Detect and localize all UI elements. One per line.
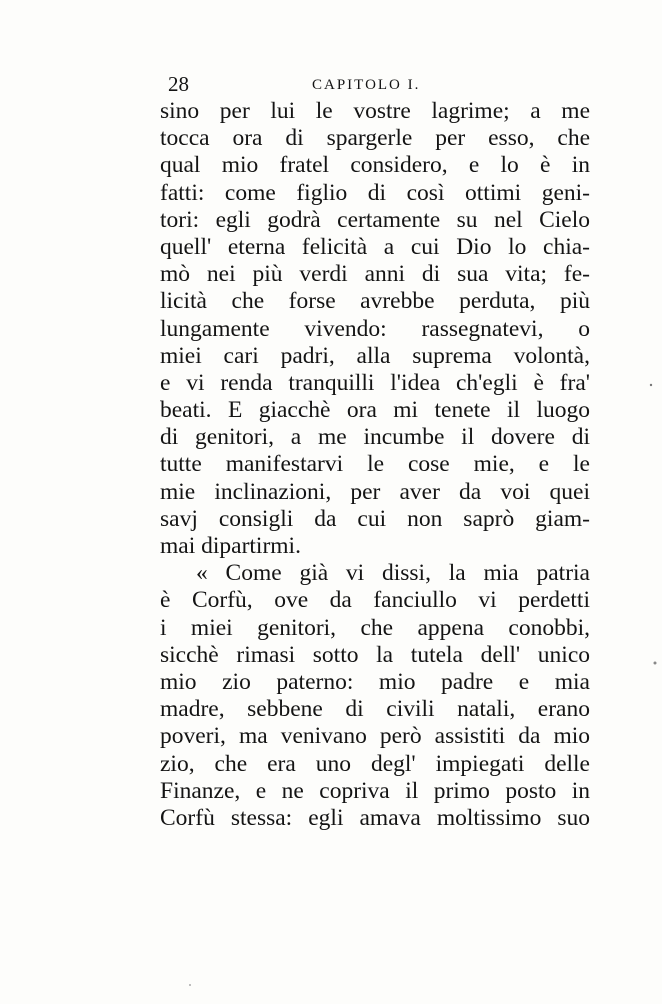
text-line: lungamente vivendo: rassegnatevi, o [160,315,590,342]
text-line: quell' eterna felicità a cui Dio lo chia- [160,233,590,260]
text-line: poveri, ma venivano però assistiti da mio [160,723,590,750]
page-number: 28 [168,72,189,96]
text-line: madre, sebbene di civili natali, erano [160,696,590,723]
text-line: Finanze, e ne copriva il primo posto in [160,777,590,804]
running-head: CAPITOLO I. [312,77,421,93]
text-line: sino per lui le vostre lagrime; a me [160,98,590,124]
text-line: e vi renda tranquilli l'idea ch'egli è fra' [160,369,590,396]
scan-speck [654,662,657,665]
text-line: è Corfù, ove da fanciullo vi perdetti [160,587,590,614]
text-line: tocca ora di spargerle per esso, che [160,125,590,152]
text-line: di genitori, a me incumbe il dovere di [160,424,590,451]
text-line: « Come già vi dissi, la mia patria [196,560,590,587]
scan-speck [189,984,191,986]
text-line: mie inclinazioni, per aver da voi quei [160,478,590,505]
text-line: sicchè rimasi sotto la tutela dell' unico [160,641,590,668]
text-line: tutte manifestarvi le cose mie, e le [160,451,590,478]
text-line: Corfù stessa: egli amava moltissimo suo [160,804,590,831]
text-line: qual mio fratel considero, e lo è in [160,152,590,179]
text-line: fatti: come figlio di così ottimi geni- [160,179,590,206]
text-line: savj consigli da cui non saprò giam- [160,505,590,532]
text-line: mio zio paterno: mio padre e mia [160,668,590,695]
text-line: zio, che era uno degl' impiegati delle [160,750,590,777]
text-line: i miei genitori, che appena conobbi, [160,614,590,641]
text-line: beati. E giacchè ora mi tenete il luogo [160,397,590,424]
text-line: miei cari padri, alla suprema volontà, [160,342,590,369]
scan-speck [650,384,652,386]
text-line: mai dipartirmi. [160,533,301,559]
text-line: licità che forse avrebbe perduta, più [160,288,590,315]
text-line: mò nei più verdi anni di sua vita; fe- [160,261,590,288]
text-line: tori: egli godrà certamente su nel Cielo [160,206,590,233]
